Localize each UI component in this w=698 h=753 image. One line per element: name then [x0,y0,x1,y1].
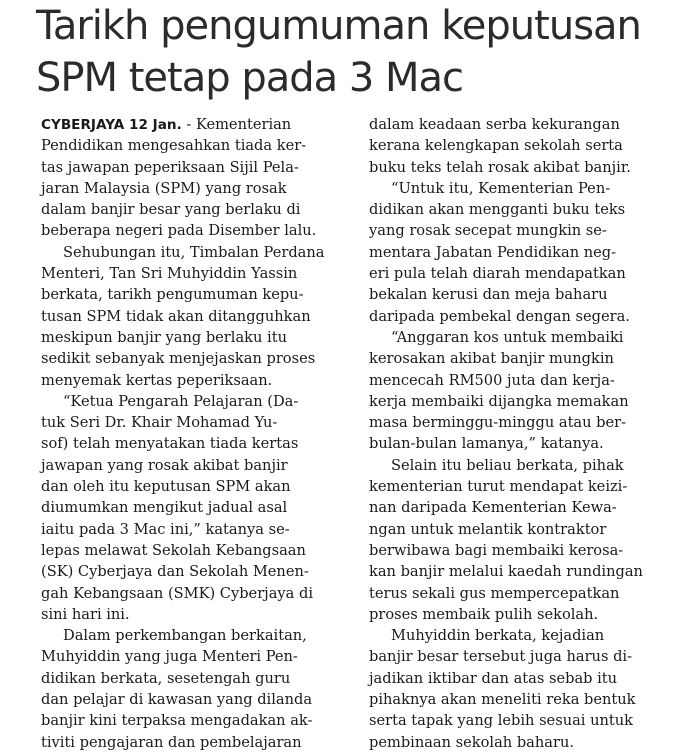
article-line: didikan berkata, sesetengah guru [41,669,291,687]
article-line: lepas melawat Sekolah Kebangsaan [41,541,306,559]
article-line: “Untuk itu, Kementerian Pen- [391,179,611,197]
article-line: banjir kini terpaksa mengadakan ak- [41,712,313,730]
article-line: Muhyiddin yang juga Menteri Pen- [41,648,298,666]
article-line: “Ketua Pengarah Pelajaran (Da- [63,392,299,410]
article-line: dalam keadaan serba kekurangan [369,116,620,133]
article-line: daripada pembekal dengan segera. [369,307,630,325]
article-line: tusan SPM tidak akan ditangguhkan [41,307,311,325]
article-line: didikan akan mengganti buku teks [369,201,626,219]
article-line: beberapa negeri pada Disember lalu. [41,222,317,240]
article-line: kan banjir melalui kaedah rundingan [369,563,643,581]
article-line: kerja membaiki dijangka memakan [369,392,629,410]
article-line: dan pelajar di kawasan yang dilanda [41,691,313,709]
article-line-text: - Kementerian [181,116,292,133]
article-line: tiviti pengajaran dan pembelajaran [41,733,302,751]
article-line: jadikan iktibar dan atas sebab itu [369,669,618,687]
headline-line-2: SPM tetap pada 3 Mac [36,55,464,101]
article-line: nan daripada Kementerian Kewa- [369,499,617,517]
article-line: ngan untuk melantik kontraktor [369,520,607,538]
article-line: proses membaik pulih sekolah. [369,605,599,623]
article-line: pihaknya akan meneliti reka bentuk [369,691,636,709]
article-line: bekalan kerusi dan meja baharu [369,286,608,304]
article-line: (SK) Cyberjaya dan Sekolah Menen- [41,563,309,581]
article-column-right [369,114,669,753]
dateline: CYBERJAYA 12 Jan. [41,117,182,133]
article-line [41,114,351,135]
article-line: mentara Jabatan Pendidikan neg- [369,243,617,261]
article-line: berwibawa bagi membaiki kerosa- [369,541,624,559]
article-line: tas jawapan peperiksaan Sijil Pela- [41,158,299,176]
article-line: gah Kebangsaan (SMK) Cyberjaya di [41,584,313,602]
article-line: banjir besar tersebut juga harus di- [369,648,633,666]
article-line: iaitu pada 3 Mac ini,” katanya se- [41,520,290,538]
article-line: Sehubungan itu, Timbalan Perdana [63,243,325,261]
article-line: Dalam perkembangan berkaitan, [63,627,307,645]
article-line: diumumkan mengikut jadual asal [41,499,288,517]
article-line: Muhyiddin berkata, kejadian [391,627,605,645]
article-line: menyemak kertas peperiksaan. [41,371,273,389]
article-line: bulan-bulan lamanya,” katanya. [369,435,604,453]
article-line: “Anggaran kos untuk membaiki [391,328,624,346]
article-line: meskipun banjir yang berlaku itu [41,328,287,346]
article-line: berkata, tarikh pengumuman kepu- [41,286,304,304]
article-line: masa berminggu-minggu atau ber- [369,414,627,432]
article-line: serta tapak yang lebih sesuai untuk [369,712,633,730]
article-line: tuk Seri Dr. Khair Mohamad Yu- [41,414,278,432]
article-line: dan oleh itu keputusan SPM akan [41,478,291,496]
article-line: Menteri, Tan Sri Muhyiddin Yassin [41,265,298,283]
article-line: jawapan yang rosak akibat banjir [41,456,288,474]
article-line: sini hari ini. [41,605,130,623]
article-line: Pendidikan mengesahkan tiada ker- [41,137,307,155]
article-line: yang rosak secepat mungkin se- [369,222,607,240]
article-line: sedikit sebanyak menjejaskan proses [41,350,316,368]
article-line: dalam banjir besar yang berlaku di [41,201,301,219]
headline-line-1: Tarikh pengumuman keputusan [36,3,641,49]
article-line: pembinaan sekolah baharu. [369,733,574,751]
article-line: kerana kelengkapan sekolah serta [369,137,623,155]
article-line: kerosakan akibat banjir mungkin [369,350,614,368]
article-line: buku teks telah rosak akibat banjir. [369,158,631,176]
article-line: Selain itu beliau berkata, pihak [391,456,624,474]
article-line: sof) telah menyatakan tiada kertas [41,435,299,453]
article-line: jaran Malaysia (SPM) yang rosak [41,179,287,197]
article-line: eri pula telah diarah mendapatkan [369,265,626,283]
article-line: kementerian turut mendapat keizi- [369,478,628,496]
article-line: mencecah RM500 juta dan kerja- [369,371,615,389]
article-column-left [41,114,351,753]
article-line: terus sekali gus mempercepatkan [369,584,620,602]
